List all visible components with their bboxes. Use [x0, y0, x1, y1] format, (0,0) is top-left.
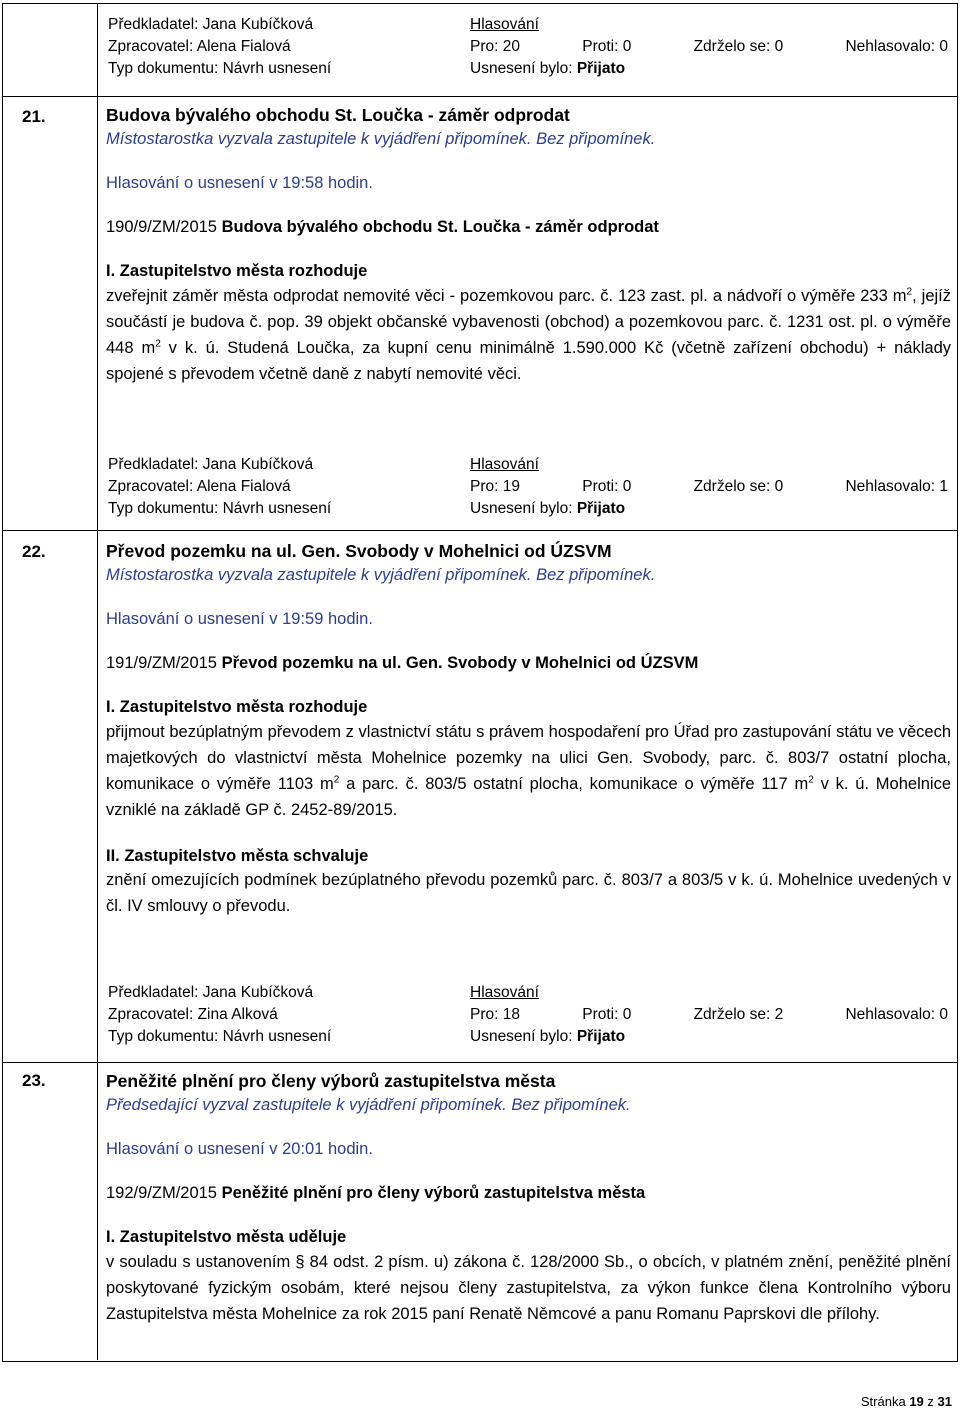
- vote-nehlasovalo: Nehlasovalo: 0: [845, 38, 948, 55]
- predkladatel: Předkladatel: Jana Kubíčková: [108, 16, 314, 33]
- decision-text: znění omezujících podmínek bezúplatného převodu pozemků parc. č. 803/7 a 803/5 v k. ú. Mohelnice uvedených v čl. IV smlouvy o převodu.: [106, 870, 951, 915]
- agenda-item-23: [106, 1070, 951, 1327]
- resolution-heading: [106, 216, 951, 238]
- decision-text: [106, 283, 951, 387]
- hlasovani-heading: Hlasování: [470, 456, 539, 473]
- voting-time: Hlasování o usnesení v 19:58 hodin.: [106, 173, 373, 192]
- resolution-title: Peněžité plnění pro členy výborů zastupitelstva města: [221, 1184, 646, 1203]
- superscript: 2: [808, 774, 814, 786]
- typ-dokumentu: Typ dokumentu: Návrh usnesení: [108, 1028, 332, 1045]
- vote-summary-21: [108, 454, 948, 520]
- superscript: 2: [906, 286, 913, 298]
- resolution-heading: [106, 652, 951, 674]
- item-title: Budova bývalého obchodu St. Loučka - záměr odprodat: [106, 105, 570, 125]
- vote-pro: Pro: 19: [470, 478, 520, 495]
- vote-proti: Proti: 0: [582, 1006, 632, 1023]
- zpracovatel: Zpracovatel: Alena Fialová: [108, 478, 291, 495]
- row-divider: [2, 1062, 957, 1063]
- agenda-item-22: [106, 540, 951, 919]
- page-number: 19: [909, 1394, 924, 1409]
- usneseni-result: Přijato: [576, 1028, 626, 1045]
- predkladatel: Předkladatel: Jana Kubíčková: [108, 456, 314, 473]
- item-number: 22.: [22, 542, 46, 561]
- decision-heading: I. Zastupitelstvo města rozhoduje: [106, 698, 368, 717]
- item-title: Převod pozemku na ul. Gen. Svobody v Mohelnici od ÚZSVM: [106, 541, 612, 561]
- superscript: 2: [333, 774, 340, 786]
- vote-nehlasovalo: Nehlasovalo: 1: [845, 478, 948, 495]
- agenda-item-21: [106, 104, 951, 387]
- zpracovatel: Zpracovatel: Alena Fialová: [108, 38, 291, 55]
- zpracovatel: Zpracovatel: Zina Alková: [108, 1006, 278, 1023]
- resolution-code: 190/9/ZM/2015: [106, 218, 217, 237]
- text-part: v k. ú. Studená Loučka, za kupní cenu minimálně 1.590.000 Kč (včetně zařízení obchodu) + náklady spojené s převodem včetně daně z nabytí nemovité věci.: [106, 338, 951, 383]
- typ-dokumentu: Typ dokumentu: Návrh usnesení: [108, 500, 332, 517]
- text-part: a parc. č. 803/5 ostatní plocha, komunikace o výměře 117 m: [339, 774, 809, 793]
- vote-pro: Pro: 20: [470, 38, 520, 55]
- footer-prefix: Stránka: [860, 1394, 906, 1409]
- text-part: přijmout bezúplatným převodem z vlastnictví státu s právem hospodaření pro Úřad pro zastupování státu ve věcech majetkových do vlastnictví města Mohelnice pozemky na ulici Gen. Svobody, parc. č. 803/7 ostatní plocha, komunikace o výměře 1103 m: [106, 722, 951, 793]
- row-divider: [2, 96, 957, 97]
- text-part: zveřejnit záměr města odprodat nemovité věci - pozemkovou parc. č. 123 zast. pl. a nádvoří o výměře 233 m: [106, 286, 907, 305]
- usneseni-result: Přijato: [576, 60, 626, 77]
- usneseni-result: Přijato: [576, 500, 626, 517]
- vote-zdrzelo: Zdrželo se: 0: [693, 478, 784, 495]
- decision-heading: I. Zastupitelstvo města uděluje: [106, 1228, 347, 1247]
- predkladatel: Předkladatel: Jana Kubíčková: [108, 984, 314, 1001]
- item-number: 23.: [22, 1071, 46, 1090]
- voting-time: Hlasování o usnesení v 20:01 hodin.: [106, 1139, 373, 1158]
- text-part: v k. ú. Mohelnice vzniklé na základě GP č. 2452-89/2015.: [106, 774, 952, 819]
- page-footer: [861, 1393, 952, 1411]
- hlasovani-heading: Hlasování: [470, 16, 539, 33]
- item-title: Peněžité plnění pro členy výborů zastupitelstva města: [106, 1071, 556, 1091]
- row-divider: [2, 530, 957, 531]
- usneseni-label: Usnesení bylo:: [470, 60, 573, 77]
- decision-text: v souladu s ustanovením § 84 odst. 2 písm. u) zákona č. 128/2000 Sb., o obcích, v platném znění, peněžité plnění poskytované fyzickým osobám, které nejsou členy zastupitelstva, za výkon funkce člena Kontrolního výboru Zastupitelstva města Mohelnice za rok 2015 paní Renatě Němcové a panu Romanu Paprskovi dle přílohy.: [106, 1252, 951, 1323]
- resolution-heading: [106, 1182, 951, 1204]
- footer-sep: z: [927, 1394, 934, 1409]
- decision-heading: II. Zastupitelstvo města schvaluje: [106, 846, 369, 865]
- superscript: 2: [155, 338, 161, 350]
- vote-summary-22: [108, 982, 948, 1048]
- resolution-code: 191/9/ZM/2015: [106, 654, 217, 673]
- vote-proti: Proti: 0: [582, 478, 632, 495]
- resolution-title: Převod pozemku na ul. Gen. Svobody v Mohelnici od ÚZSVM: [221, 654, 699, 673]
- item-intro: Místostarostka vyzvala zastupitele k vyjádření připomínek. Bez připomínek.: [106, 129, 656, 148]
- decision-heading: I. Zastupitelstvo města rozhoduje: [106, 262, 368, 281]
- voting-time: Hlasování o usnesení v 19:59 hodin.: [106, 609, 373, 628]
- decision-text: [106, 719, 951, 823]
- column-divider: [97, 3, 98, 1360]
- item-intro: Místostarostka vyzvala zastupitele k vyjádření připomínek. Bez připomínek.: [106, 565, 656, 584]
- item-number: 21.: [22, 107, 46, 126]
- vote-zdrzelo: Zdrželo se: 2: [693, 1006, 784, 1023]
- vote-zdrzelo: Zdrželo se: 0: [693, 38, 784, 55]
- vote-summary-top: [108, 14, 948, 80]
- text-part: , jejíž součástí je budova č. pop. 39 objekt občanské vybavenosti (obchod) a pozemkovou parc. č. 1231 ost. pl. o výměře 448 m: [106, 286, 952, 357]
- hlasovani-heading: Hlasování: [470, 984, 539, 1001]
- vote-proti: Proti: 0: [582, 38, 632, 55]
- page-total: 31: [937, 1394, 952, 1409]
- usneseni-label: Usnesení bylo:: [470, 1028, 573, 1045]
- usneseni-label: Usnesení bylo:: [470, 500, 573, 517]
- resolution-code: 192/9/ZM/2015: [106, 1184, 217, 1203]
- vote-pro: Pro: 18: [470, 1006, 520, 1023]
- item-intro: Předsedající vyzval zastupitele k vyjádření připomínek. Bez připomínek.: [106, 1095, 631, 1114]
- resolution-title: Budova bývalého obchodu St. Loučka - záměr odprodat: [221, 218, 659, 237]
- vote-nehlasovalo: Nehlasovalo: 0: [845, 1006, 948, 1023]
- typ-dokumentu: Typ dokumentu: Návrh usnesení: [108, 60, 332, 77]
